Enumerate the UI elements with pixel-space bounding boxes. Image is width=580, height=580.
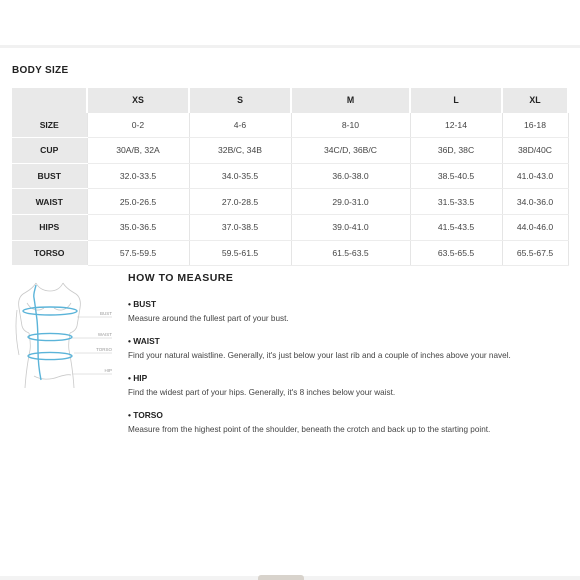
measurement-lines: [23, 285, 77, 380]
row-label: WAIST: [12, 189, 87, 215]
size-header: XL: [502, 88, 568, 113]
table-cell: 0-2: [87, 113, 189, 138]
how-to-measure-section: [128, 272, 568, 447]
table-cell: 29.0-31.0: [291, 189, 410, 215]
top-band: [0, 0, 580, 46]
size-header: S: [189, 88, 291, 113]
torso-label: TORSO: [96, 347, 112, 352]
table-cell: 38.5-40.5: [410, 163, 502, 189]
measure-heading: • WAIST: [128, 336, 160, 346]
leader-lines: [72, 317, 112, 374]
row-label: HIPS: [12, 214, 87, 240]
measure-item-waist: [128, 336, 568, 361]
table-cell: 25.0-26.5: [87, 189, 189, 215]
measure-description: Measure from the highest point of the shoulder, beneath the crotch and back up to the starting point.: [128, 425, 491, 434]
section-title: BODY SIZE: [12, 65, 69, 76]
table-cell: 41.5-43.5: [410, 214, 502, 240]
size-header: L: [410, 88, 502, 113]
table-cell: 30A/B, 32A: [87, 138, 189, 164]
table-row: [12, 113, 568, 138]
table-cell: 37.0-38.5: [189, 214, 291, 240]
measure-description: Measure around the fullest part of your bust.: [128, 314, 289, 323]
table-cell: 34C/D, 36B/C: [291, 138, 410, 164]
table-row: [12, 163, 568, 189]
table-cell: 61.5-63.5: [291, 240, 410, 266]
table-cell: 32B/C, 34B: [189, 138, 291, 164]
measure-item-hip: [128, 373, 568, 398]
table-row: [12, 138, 568, 164]
size-header: M: [291, 88, 410, 113]
table-cell: 16-18: [502, 113, 568, 138]
table-cell: 27.0-28.5: [189, 189, 291, 215]
table-cell: 32.0-33.5: [87, 163, 189, 189]
hip-label: HIP: [104, 368, 112, 373]
body-measurement-figure: [14, 280, 118, 390]
table-cell: 12-14: [410, 113, 502, 138]
row-label: SIZE: [12, 113, 87, 138]
how-to-measure-title: HOW TO MEASURE: [128, 272, 234, 284]
measure-item-bust: [128, 299, 568, 324]
measure-description: Find your natural waistline. Generally, it's just below your last rib and a couple of inches above your navel.: [128, 351, 511, 360]
row-label: TORSO: [12, 240, 87, 266]
bottom-image-edge: [258, 575, 304, 580]
table-cell: 34.0-35.5: [189, 163, 291, 189]
waist-label: WAIST: [97, 332, 112, 337]
table-cell: 36.0-38.0: [291, 163, 410, 189]
measure-heading: • TORSO: [128, 410, 163, 420]
row-label: CUP: [12, 138, 87, 164]
measure-item-torso: [128, 410, 568, 435]
table-cell: 63.5-65.5: [410, 240, 502, 266]
table-cell: 59.5-61.5: [189, 240, 291, 266]
row-label: BUST: [12, 163, 87, 189]
table-cell: 65.5-67.5: [502, 240, 568, 266]
bust-label: BUST: [99, 311, 112, 316]
table-cell: 38D/40C: [502, 138, 568, 164]
table-row: [12, 189, 568, 215]
table-cell: 36D, 38C: [410, 138, 502, 164]
size-header: XS: [87, 88, 189, 113]
measure-heading: • BUST: [128, 299, 157, 309]
table-cell: 4-6: [189, 113, 291, 138]
table-cell: 34.0-36.0: [502, 189, 568, 215]
table-cell: 35.0-36.5: [87, 214, 189, 240]
table-cell: 39.0-41.0: [291, 214, 410, 240]
top-divider: [0, 45, 580, 48]
measure-heading: • HIP: [128, 373, 148, 383]
table-row: [12, 240, 568, 266]
table-cell: 44.0-46.0: [502, 214, 568, 240]
size-chart-table: [12, 88, 569, 266]
table-header-row: [12, 88, 568, 113]
measure-description: Find the widest part of your hips. Generally, it's 8 inches below your waist.: [128, 388, 396, 397]
table-cell: 8-10: [291, 113, 410, 138]
table-cell: 31.5-33.5: [410, 189, 502, 215]
table-row: [12, 214, 568, 240]
table-corner-cell: [12, 88, 87, 113]
table-cell: 57.5-59.5: [87, 240, 189, 266]
table-cell: 41.0-43.0: [502, 163, 568, 189]
